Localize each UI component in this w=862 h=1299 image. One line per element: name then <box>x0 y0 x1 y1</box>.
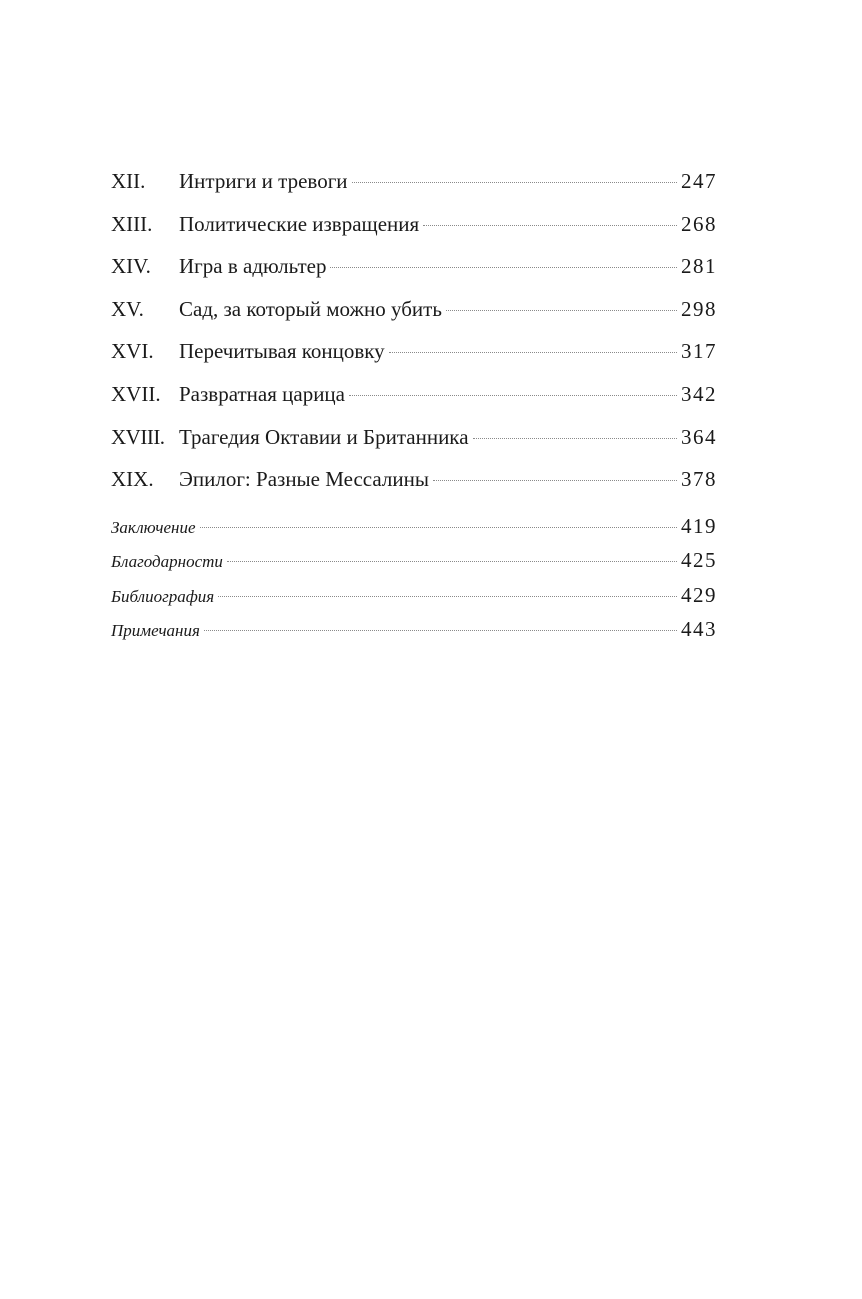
toc-entry-chapter-16 <box>111 330 717 373</box>
chapter-title: Развратная царица <box>179 381 345 406</box>
chapter-number: XV. <box>111 296 144 321</box>
page-number: 268 <box>681 211 717 236</box>
page-number: 419 <box>681 513 717 538</box>
page-number: 317 <box>681 339 717 364</box>
page-number: 378 <box>681 467 717 492</box>
dot-leader <box>330 267 677 268</box>
toc-entry-chapter-13 <box>111 203 717 246</box>
toc-entry-chapter-12 <box>111 160 717 203</box>
dot-leader <box>433 480 677 481</box>
page-number: 298 <box>681 296 717 321</box>
chapter-title: Политические извращения <box>179 211 420 236</box>
section-title: Заключение <box>111 517 196 537</box>
toc-entry-chapter-17 <box>111 373 717 416</box>
section-title: Библиография <box>111 586 215 606</box>
toc-entry-conclusion <box>111 509 717 544</box>
toc-entry-bibliography <box>111 578 717 613</box>
dot-leader <box>473 438 677 439</box>
toc-entry-notes <box>111 612 717 647</box>
chapter-title: Эпилог: Разные Мессалины <box>179 467 429 492</box>
toc-entry-chapter-19 <box>111 458 717 501</box>
dot-leader <box>389 352 677 353</box>
toc-entry-chapter-15 <box>111 288 717 331</box>
chapter-title: Перечитывая концовку <box>179 339 385 364</box>
dot-leader <box>204 630 677 631</box>
dot-leader <box>200 527 677 528</box>
chapter-number: XVI. <box>111 339 154 364</box>
dot-leader <box>349 395 677 396</box>
page-number: 247 <box>681 169 717 193</box>
chapter-number: XIII. <box>111 211 153 236</box>
backmatter-list <box>111 509 717 647</box>
section-title: Благодарности <box>111 552 223 572</box>
dot-leader <box>227 561 677 562</box>
chapter-title: Сад, за который можно убить <box>179 296 442 321</box>
chapter-number: XIV. <box>111 254 151 279</box>
dot-leader <box>218 596 677 597</box>
table-of-contents <box>111 160 717 647</box>
chapter-number: XII. <box>111 169 146 193</box>
page-number: 342 <box>681 381 717 406</box>
dot-leader <box>423 225 677 226</box>
page-number: 443 <box>681 617 717 642</box>
dot-leader <box>446 310 677 311</box>
page-number: 364 <box>681 424 717 449</box>
page-number: 281 <box>681 254 717 279</box>
page-number: 425 <box>681 548 717 573</box>
chapter-title: Интриги и тревоги <box>179 169 348 193</box>
toc-entry-chapter-14 <box>111 245 717 288</box>
page-number: 429 <box>681 582 717 607</box>
chapter-number: XVII. <box>111 381 161 406</box>
section-title: Примечания <box>111 621 200 641</box>
chapter-title: Игра в адюльтер <box>179 254 327 279</box>
chapter-number: XVIII. <box>111 424 165 449</box>
chapter-title: Трагедия Октавии и Британника <box>179 424 469 449</box>
chapter-number: XIX. <box>111 467 154 492</box>
toc-entry-chapter-18 <box>111 416 717 459</box>
dot-leader <box>352 182 677 183</box>
toc-entry-acknowledgements <box>111 543 717 578</box>
